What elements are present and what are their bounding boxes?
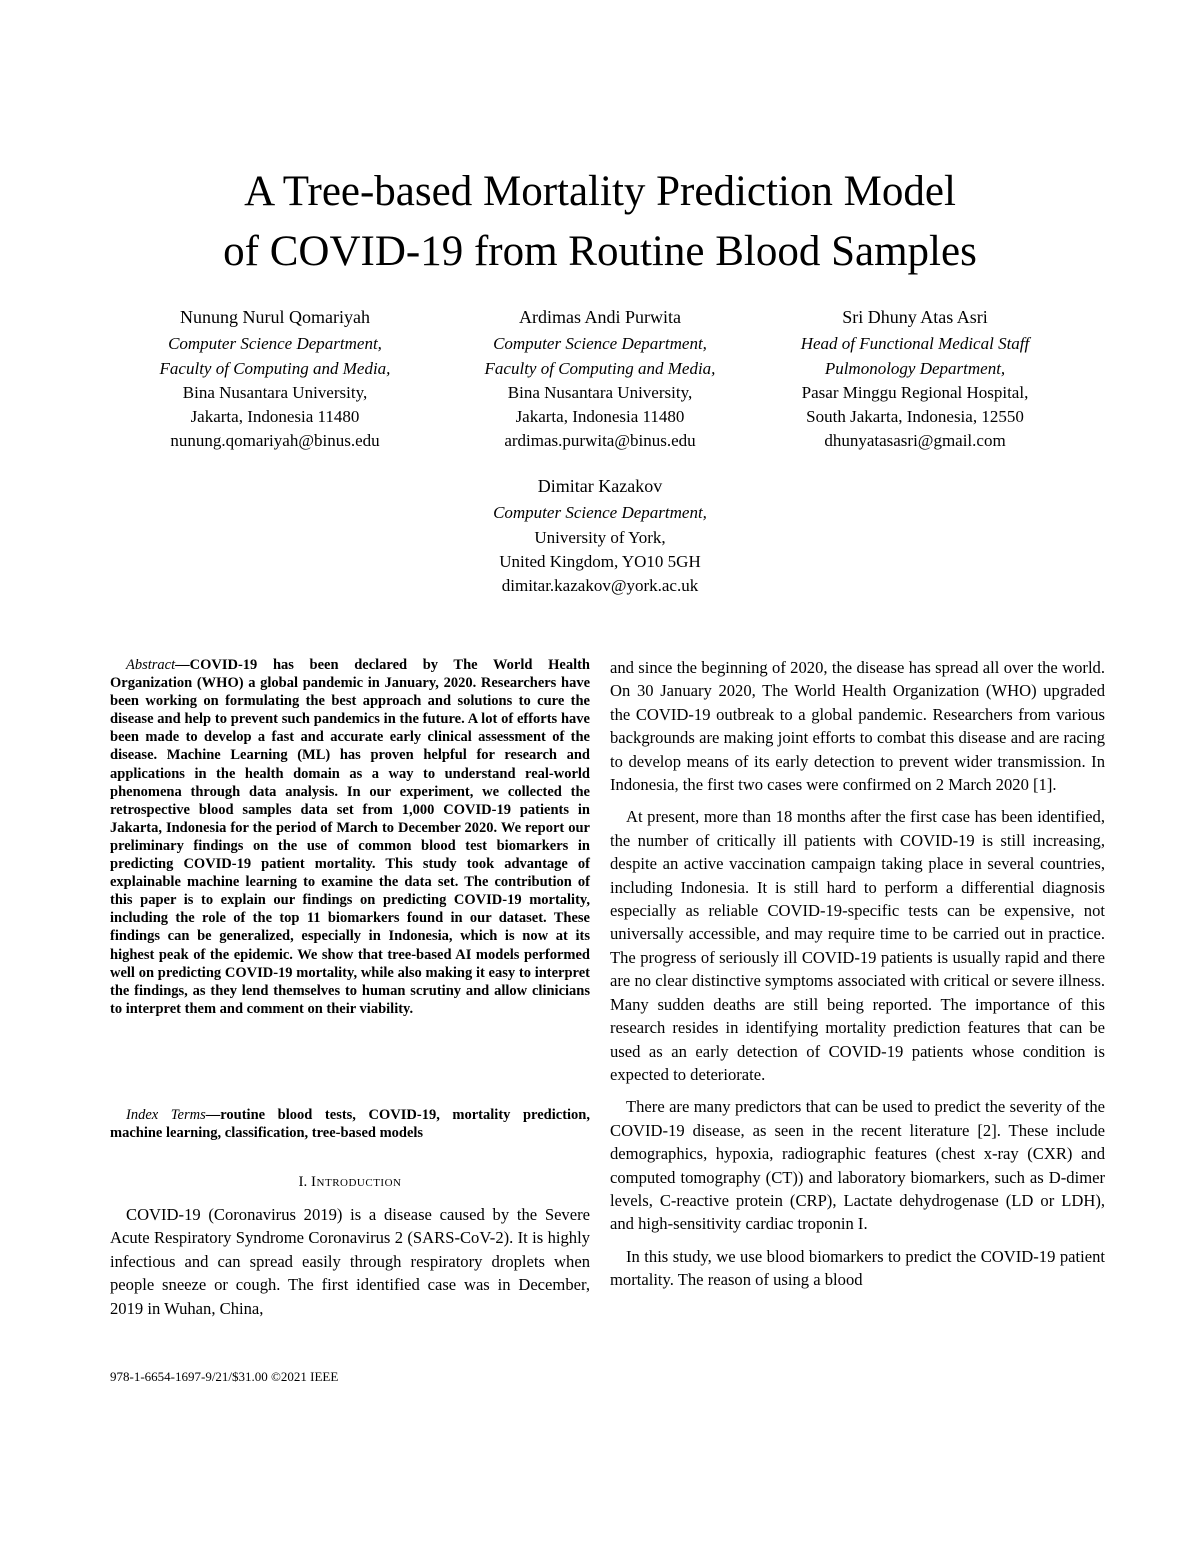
abstract-label: Abstract xyxy=(126,657,176,673)
author-department: Computer Science Department, xyxy=(493,334,707,354)
author-location: Jakarta, Indonesia 11480 xyxy=(515,407,685,427)
author-location: Jakarta, Indonesia 11480 xyxy=(190,407,360,427)
author-email: dhunyatasasri@gmail.com xyxy=(824,431,1006,451)
section-number: I. xyxy=(298,1174,308,1190)
index-terms-text: —routine blood tests, COVID-19, mortality prediction, machine learning, classification, tree-based models xyxy=(110,1107,590,1142)
copyright-footer: 978-1-6654-1697-9/21/$31.00 ©2021 IEEE xyxy=(110,1369,339,1384)
author-department: Computer Science Department, xyxy=(493,503,707,523)
title-line-2: of COVID-19 from Routine Blood Samples xyxy=(223,228,977,275)
abstract-paragraph xyxy=(110,656,590,1018)
author-block-4 xyxy=(435,474,765,598)
title-line-1: A Tree-based Mortality Prediction Model xyxy=(244,168,956,215)
index-terms-paragraph xyxy=(110,1106,590,1142)
index-terms-label: Index Terms xyxy=(126,1107,206,1123)
author-name: Dimitar Kazakov xyxy=(537,476,663,496)
author-block-1 xyxy=(110,305,440,454)
author-name: Sri Dhuny Atas Asri xyxy=(842,307,988,327)
author-block-2 xyxy=(435,305,765,454)
author-email: dimitar.kazakov@york.ac.uk xyxy=(501,576,699,596)
author-email: nunung.qomariyah@binus.edu xyxy=(170,431,380,451)
section-title: Introduction xyxy=(311,1174,402,1190)
author-institution: Pasar Minggu Regional Hospital, xyxy=(801,382,1029,402)
body-paragraph-1: and since the beginning of 2020, the disease has spread all over the world. On 30 January 2020, The World Health Organization (WHO) upgraded the COVID-19 outbreak to a global pandemic. Researchers from various backgrounds are making joint efforts to combat this disease and are racing to develop means of its early detection to prevent wider transmission. In Indonesia, the first two cases were confirmed on 2 March 2020 [1]. xyxy=(610,658,1105,795)
intro-left-column xyxy=(110,1203,590,1329)
author-email: ardimas.purwita@binus.edu xyxy=(504,431,696,451)
author-department: Head of Functional Medical Staff xyxy=(800,334,1030,354)
author-institution: Bina Nusantara University, xyxy=(182,382,368,402)
author-institution: University of York, xyxy=(534,527,666,547)
author-name: Ardimas Andi Purwita xyxy=(519,307,681,327)
author-institution: Bina Nusantara University, xyxy=(507,382,693,402)
body-paragraph-2: At present, more than 18 months after the first case has been identified, the number of critically ill patients with COVID-19 is still increasing, despite an active vaccination campaign taking place in several countries, including Indonesia. It is still hard to perform a differential diagnosis especially as reliable COVID-19-specific tests can be expensive, not universally accessible, and may require time to be carried out in practice. The progress of seriously ill COVID-19 patients is usually rapid and there are no clear distinctive symptoms associated with critical or severe illness. Many sudden deaths are still being reported. The importance of this research resides in identifying mortality prediction features that can be used as an early detection of COVID-19 patients whose condition is expected to deteriorate. xyxy=(610,807,1105,1084)
intro-paragraph: COVID-19 (Coronavirus 2019) is a disease caused by the Severe Acute Respiratory Syndrome Coronavirus 2 (SARS-CoV-2). It is highly infectious and can spread easily through respiratory droplets when people sneeze or cough. The first identified case was in December, 2019 in Wuhan, China, xyxy=(110,1205,590,1318)
body-paragraph-4: In this study, we use blood biomarkers to predict the COVID-19 patient mortality. The reason of using a blood xyxy=(610,1246,1105,1290)
section-heading xyxy=(110,1172,590,1192)
author-faculty: Faculty of Computing and Media, xyxy=(484,358,716,378)
index-terms xyxy=(110,1106,590,1142)
author-block-3 xyxy=(750,305,1080,454)
author-faculty: Pulmonology Department, xyxy=(824,358,1006,378)
paper-title xyxy=(0,162,1200,282)
author-department: Computer Science Department, xyxy=(168,334,382,354)
body-paragraph-3: There are many predictors that can be used to predict the severity of the COVID-19 disease, as seen in the recent literature [2]. These include demographics, hypoxia, radiographic features (chest x-ray (CXR) and computed tomography (CT)) and laboratory biomarkers, such as D-dimer levels, C-reactive protein (CRP), Lactate dehydrogenase (LD or LDH), and high-sensitivity cardiac troponin I. xyxy=(610,1097,1105,1234)
author-name: Nunung Nurul Qomariyah xyxy=(180,307,370,327)
abstract xyxy=(110,656,590,1018)
author-faculty: Faculty of Computing and Media, xyxy=(159,358,391,378)
author-location: South Jakarta, Indonesia, 12550 xyxy=(806,407,1024,427)
abstract-text: —COVID-19 has been declared by The World Health Organization (WHO) a global pandemic in January, 2020. Researchers have been working on formulating the best approach and solutions to cure the disease and help to prevent such pandemics in the future. A lot of efforts have been made to develop a fast and accurate early clinical assessment of the disease. Machine Learning (ML) has proven helpful for research and applications in the health domain as a way to understand real-world phenomena through data analysis. In our experiment, we collected the retrospective blood samples data set from 1,000 COVID-19 patients in Jakarta, Indonesia for the period of March to December 2020. We report our preliminary findings on the use of common blood test biomarkers in predicting COVID-19 patient mortality. This study took advantage of explainable machine learning to examine the data set. The contribution of this paper is to explain our findings on predicting COVID-19 mortality, including the role of the top 11 biomarkers found in our dataset. These findings can be generalized, especially in Indonesia, which is now at its highest peak of the epidemic. We show that tree-based AI models performed well on predicting COVID-19 mortality, while also making it easy to interpret the findings, as they lend themselves to human scrutiny and allow clinicians to interpret them and comment on their viability. xyxy=(110,657,590,1017)
author-location: United Kingdom, YO10 5GH xyxy=(499,551,701,571)
right-column xyxy=(610,656,1105,1301)
